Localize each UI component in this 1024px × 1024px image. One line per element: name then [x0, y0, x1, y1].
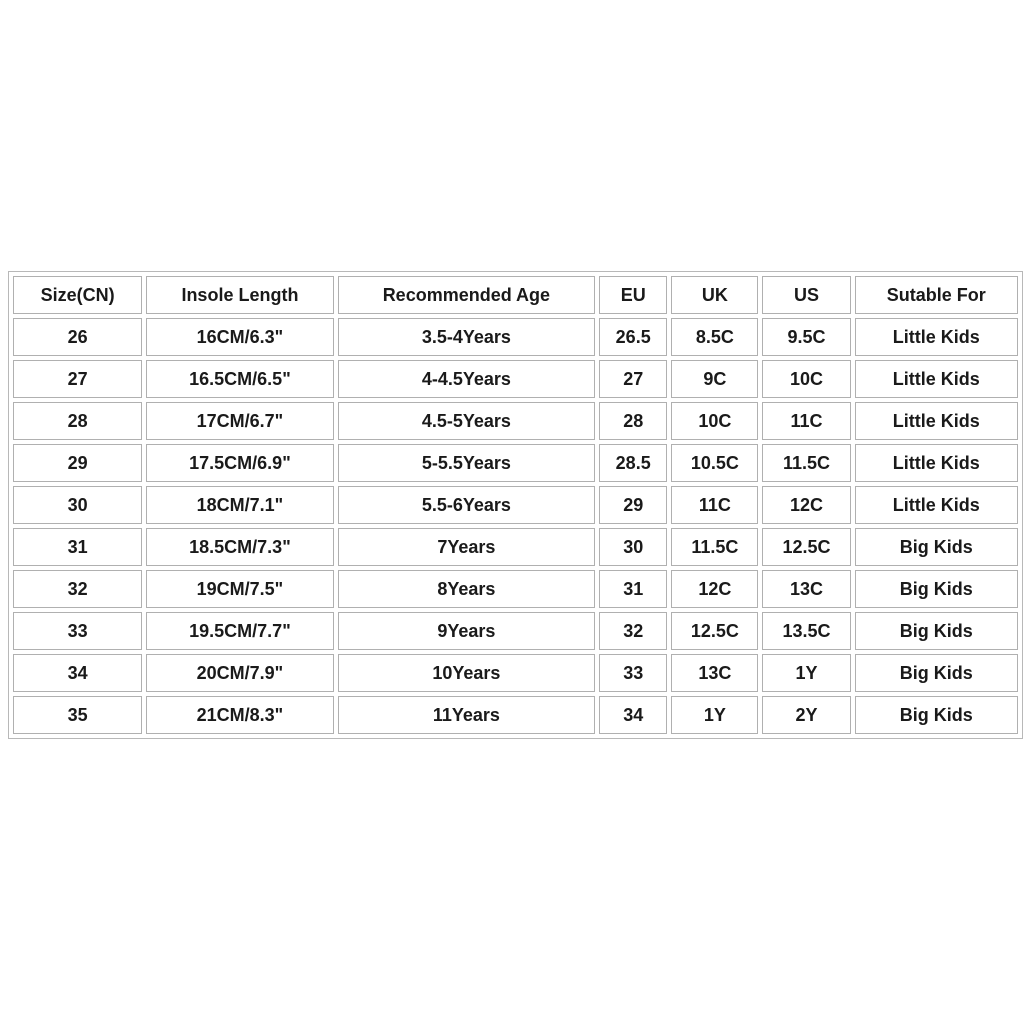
cell-recommended-age: 10Years [338, 654, 596, 692]
cell-insole-length: 18.5CM/7.3" [146, 528, 333, 566]
cell-suitable-for: Big Kids [855, 654, 1018, 692]
cell-recommended-age: 5.5-6Years [338, 486, 596, 524]
cell-size-cn: 27 [13, 360, 142, 398]
cell-suitable-for: Little Kids [855, 402, 1018, 440]
cell-us: 1Y [762, 654, 850, 692]
cell-recommended-age: 5-5.5Years [338, 444, 596, 482]
header-size-cn: Size(CN) [13, 276, 142, 314]
cell-insole-length: 18CM/7.1" [146, 486, 333, 524]
cell-uk: 10.5C [671, 444, 758, 482]
cell-size-cn: 29 [13, 444, 142, 482]
cell-us: 13C [762, 570, 850, 608]
cell-us: 11.5C [762, 444, 850, 482]
header-insole-length: Insole Length [146, 276, 333, 314]
cell-insole-length: 19.5CM/7.7" [146, 612, 333, 650]
table-row [13, 402, 1018, 440]
cell-eu: 27 [599, 360, 667, 398]
cell-us: 10C [762, 360, 850, 398]
cell-insole-length: 21CM/8.3" [146, 696, 333, 734]
table-header-row [13, 276, 1018, 314]
table-row [13, 654, 1018, 692]
table-row [13, 444, 1018, 482]
cell-uk: 11C [671, 486, 758, 524]
table-row [13, 360, 1018, 398]
header-recommended-age: Recommended Age [338, 276, 596, 314]
cell-eu: 26.5 [599, 318, 667, 356]
cell-uk: 8.5C [671, 318, 758, 356]
table-row [13, 570, 1018, 608]
cell-size-cn: 32 [13, 570, 142, 608]
cell-eu: 29 [599, 486, 667, 524]
cell-suitable-for: Little Kids [855, 360, 1018, 398]
cell-suitable-for: Big Kids [855, 528, 1018, 566]
table-row [13, 696, 1018, 734]
cell-uk: 1Y [671, 696, 758, 734]
cell-us: 11C [762, 402, 850, 440]
cell-size-cn: 35 [13, 696, 142, 734]
cell-recommended-age: 11Years [338, 696, 596, 734]
cell-recommended-age: 4.5-5Years [338, 402, 596, 440]
cell-uk: 11.5C [671, 528, 758, 566]
cell-uk: 12C [671, 570, 758, 608]
cell-recommended-age: 3.5-4Years [338, 318, 596, 356]
cell-size-cn: 31 [13, 528, 142, 566]
cell-us: 9.5C [762, 318, 850, 356]
cell-insole-length: 17.5CM/6.9" [146, 444, 333, 482]
cell-eu: 31 [599, 570, 667, 608]
table-row [13, 612, 1018, 650]
cell-insole-length: 20CM/7.9" [146, 654, 333, 692]
cell-suitable-for: Little Kids [855, 486, 1018, 524]
cell-insole-length: 16.5CM/6.5" [146, 360, 333, 398]
cell-uk: 13C [671, 654, 758, 692]
cell-us: 13.5C [762, 612, 850, 650]
cell-size-cn: 28 [13, 402, 142, 440]
cell-suitable-for: Little Kids [855, 318, 1018, 356]
cell-eu: 28 [599, 402, 667, 440]
cell-us: 12C [762, 486, 850, 524]
table-row [13, 486, 1018, 524]
header-eu: EU [599, 276, 667, 314]
size-chart-table [8, 271, 1023, 739]
cell-size-cn: 30 [13, 486, 142, 524]
cell-recommended-age: 9Years [338, 612, 596, 650]
header-uk: UK [671, 276, 758, 314]
cell-insole-length: 17CM/6.7" [146, 402, 333, 440]
cell-size-cn: 26 [13, 318, 142, 356]
cell-suitable-for: Big Kids [855, 696, 1018, 734]
cell-uk: 10C [671, 402, 758, 440]
cell-recommended-age: 8Years [338, 570, 596, 608]
cell-eu: 30 [599, 528, 667, 566]
cell-size-cn: 33 [13, 612, 142, 650]
cell-uk: 12.5C [671, 612, 758, 650]
cell-recommended-age: 4-4.5Years [338, 360, 596, 398]
cell-eu: 34 [599, 696, 667, 734]
header-suitable-for: Sutable For [855, 276, 1018, 314]
cell-suitable-for: Big Kids [855, 570, 1018, 608]
cell-eu: 28.5 [599, 444, 667, 482]
cell-us: 12.5C [762, 528, 850, 566]
cell-eu: 32 [599, 612, 667, 650]
cell-insole-length: 16CM/6.3" [146, 318, 333, 356]
cell-insole-length: 19CM/7.5" [146, 570, 333, 608]
table-row [13, 318, 1018, 356]
table-row [13, 528, 1018, 566]
header-us: US [762, 276, 850, 314]
cell-suitable-for: Little Kids [855, 444, 1018, 482]
cell-suitable-for: Big Kids [855, 612, 1018, 650]
cell-eu: 33 [599, 654, 667, 692]
cell-size-cn: 34 [13, 654, 142, 692]
cell-us: 2Y [762, 696, 850, 734]
cell-recommended-age: 7Years [338, 528, 596, 566]
cell-uk: 9C [671, 360, 758, 398]
